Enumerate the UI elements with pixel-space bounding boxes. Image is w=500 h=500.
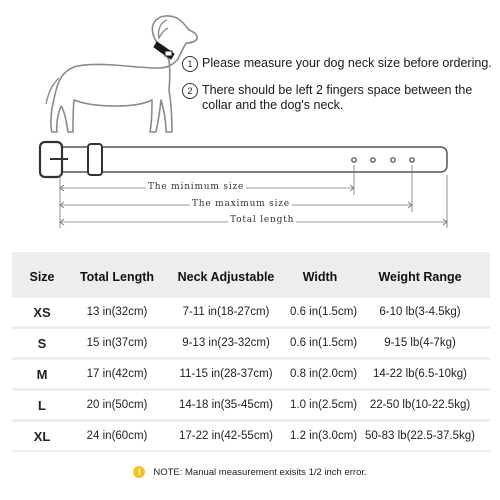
cell-width: 1.2 in(3.0cm)	[290, 430, 358, 442]
cell-neck-adjustable: 7-11 in(18-27cm)	[182, 306, 270, 318]
collar-hole	[371, 158, 375, 162]
dog-tail	[46, 78, 59, 104]
cell-total-length: 24 in(60cm)	[86, 430, 148, 442]
instruction-item	[182, 83, 492, 113]
instruction-text: Please measure your dog neck size before ordering.	[202, 56, 492, 70]
cell-total-length: 20 in(50cm)	[86, 399, 148, 411]
header-neck-adjustable: Neck Adjustable	[177, 270, 275, 284]
cell-neck-adjustable: 17-22 in(42-55cm)	[179, 430, 273, 442]
collar-strap	[60, 147, 447, 172]
cell-width: 0.8 in(2.0cm)	[290, 368, 358, 380]
cell-total-length: 17 in(42cm)	[86, 368, 148, 380]
exclamation-icon: !	[133, 466, 145, 478]
cell-weight-range: 9-15 lb(4-7kg)	[384, 337, 456, 349]
table-row	[12, 360, 490, 388]
instructions	[182, 56, 492, 124]
dog-collar-tag	[165, 51, 172, 56]
note-text: NOTE: Manual measurement exisits 1/2 inch error.	[153, 466, 367, 478]
size-table	[12, 252, 490, 452]
measurement-note	[0, 466, 500, 478]
circled-number: 1	[182, 56, 198, 72]
instruction-text: There should be left 2 fingers space between the collar and the dog's neck.	[202, 83, 473, 112]
keeper-loop	[88, 144, 102, 175]
cell-width: 1.0 in(2.5cm)	[290, 399, 358, 411]
table-row	[12, 329, 490, 357]
cell-total-length: 13 in(32cm)	[86, 306, 148, 318]
cell-size: M	[36, 366, 48, 382]
header-width: Width	[302, 270, 338, 284]
maximum-size-label: The maximum size	[192, 199, 290, 209]
cell-total-length: 15 in(37cm)	[86, 337, 148, 349]
cell-weight-range: 50-83 lb(22.5-37.5kg)	[365, 430, 475, 442]
cell-neck-adjustable: 14-18 in(35-45cm)	[179, 399, 273, 411]
collar-hole	[391, 158, 395, 162]
cell-size: S	[37, 335, 47, 351]
cell-weight-range: 14-22 lb(6.5-10kg)	[373, 368, 467, 380]
dog-illustration	[40, 14, 200, 136]
header-total-length: Total Length	[79, 270, 155, 284]
dog-ear	[158, 20, 168, 38]
total-length-label: Total length	[230, 215, 295, 225]
instruction-item	[182, 56, 492, 72]
cell-weight-range: 22-50 lb(10-22.5kg)	[369, 399, 471, 411]
cell-width: 0.6 in(1.5cm)	[290, 337, 358, 349]
header-weight-range: Weight Range	[378, 270, 462, 284]
collar-hole	[410, 158, 414, 162]
circled-number: 2	[182, 83, 198, 99]
dog-outline	[51, 16, 197, 132]
header-size: Size	[29, 270, 55, 284]
cell-weight-range: 6-10 lb(3-4.5kg)	[379, 306, 461, 318]
table-header	[12, 252, 490, 302]
minimum-size-label: The minimum size	[148, 182, 245, 192]
table-row	[12, 391, 490, 419]
cell-size: L	[38, 397, 46, 413]
table-row	[12, 298, 490, 326]
collar-hole	[352, 158, 356, 162]
cell-neck-adjustable: 9-13 in(23-32cm)	[182, 337, 270, 349]
cell-neck-adjustable: 11-15 in(28-37cm)	[179, 368, 273, 380]
cell-width: 0.6 in(1.5cm)	[290, 306, 358, 318]
table-row	[12, 422, 490, 450]
cell-size: XS	[33, 304, 51, 320]
cell-size: XL	[33, 428, 51, 444]
